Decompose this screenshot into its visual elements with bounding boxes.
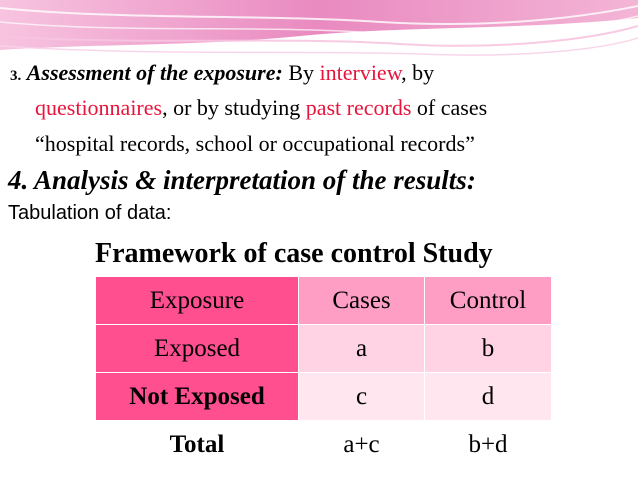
of-cases-text: of cases — [411, 95, 488, 120]
point-4-heading: 4. Analysis & interpretation of the results: — [8, 165, 476, 195]
cell-c: c — [299, 373, 425, 421]
point-3-number: 3. — [10, 68, 22, 84]
row-label-exposed: Exposed — [96, 325, 299, 373]
header-cases: Cases — [299, 277, 425, 325]
point-3-line-3: “hospital records, school or occupational records” — [35, 131, 475, 156]
cell-b-plus-d: b+d — [425, 421, 552, 469]
header-control: Control — [425, 277, 552, 325]
framework-table — [95, 276, 552, 469]
row-label-not-exposed: Not Exposed — [96, 373, 299, 421]
past-records-term: past records — [305, 95, 412, 120]
cell-a: a — [299, 325, 425, 373]
table-row — [96, 373, 552, 421]
cell-b: b — [425, 325, 552, 373]
point-3-heading: Assessment of the exposure: — [26, 60, 283, 85]
cell-a-plus-c: a+c — [299, 421, 425, 469]
row-label-total: Total — [96, 421, 299, 469]
point-3-line-1 — [10, 60, 434, 86]
questionnaires-term: questionnaires — [35, 95, 163, 120]
comma-by-text: , by — [401, 60, 435, 85]
tabulation-label: Tabulation of data: — [8, 202, 172, 224]
table-header-row — [96, 277, 552, 325]
by-text: By — [282, 60, 320, 85]
framework-title: Framework of case control Study — [95, 238, 493, 269]
header-exposure: Exposure — [96, 277, 299, 325]
or-by-studying-text: , or by studying — [162, 95, 306, 120]
cell-d: d — [425, 373, 552, 421]
table-row — [96, 421, 552, 469]
interview-term: interview — [319, 60, 402, 85]
table-row — [96, 325, 552, 373]
point-3-line-2 — [35, 95, 487, 121]
